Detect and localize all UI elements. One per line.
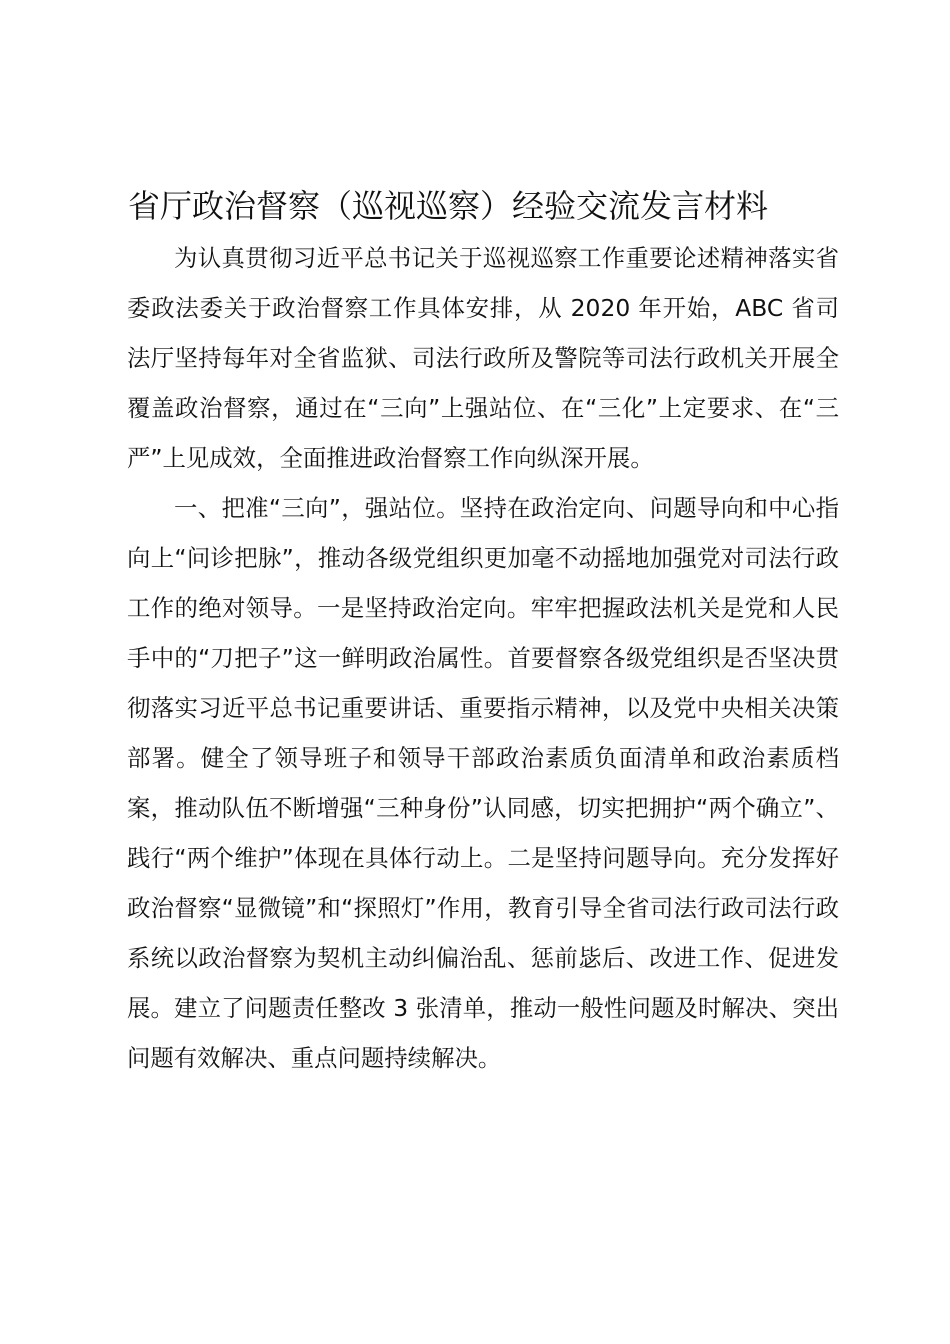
document-body	[127, 233, 839, 1083]
paragraph-section-one: 一、把准“三向”，强站位。坚持在政治定向、问题导向和中心指向上“问诊把脉”，推动各级党组织更加毫不动摇地加强党对司法行政工作的绝对领导。一是坚持政治定向。牢牢把握政法机关是党和人民手中的“刀把子”这一鲜明政治属性。首要督察各级党组织是否坚决贯彻落实习近平总书记重要讲话、重要指示精神，以及党中央相关决策部署。健全了领导班子和领导干部政治素质负面清单和政治素质档案，推动队伍不断增强“三种身份”认同感，切实把拥护“两个确立”、践行“两个维护”体现在具体行动上。二是坚持问题导向。充分发挥好政治督察“显微镜”和“探照灯”作用，教育引导全省司法行政司法行政系统以政治督察为契机主动纠偏治乱、惩前毖后、改进工作、促进发展。建立了问题责任整改 3 张清单，推动一般性问题及时解决、突出问题有效解决、重点问题持续解决。	[127, 494, 839, 1072]
document-title: 省厅政治督察（巡视巡察）经验交流发言材料	[128, 187, 769, 225]
paragraph-intro: 为认真贯彻习近平总书记关于巡视巡察工作重要论述精神落实省委政法委关于政治督察工作具体安排，从 2020 年开始，ABC 省司法厅坚持每年对全省监狱、司法行政所及警院等司法行政机关开展全覆盖政治督察，通过在“三向”上强站位、在“三化”上定要求、在“三严”上见成效，全面推进政治督察工作向纵深开展。	[127, 244, 839, 472]
